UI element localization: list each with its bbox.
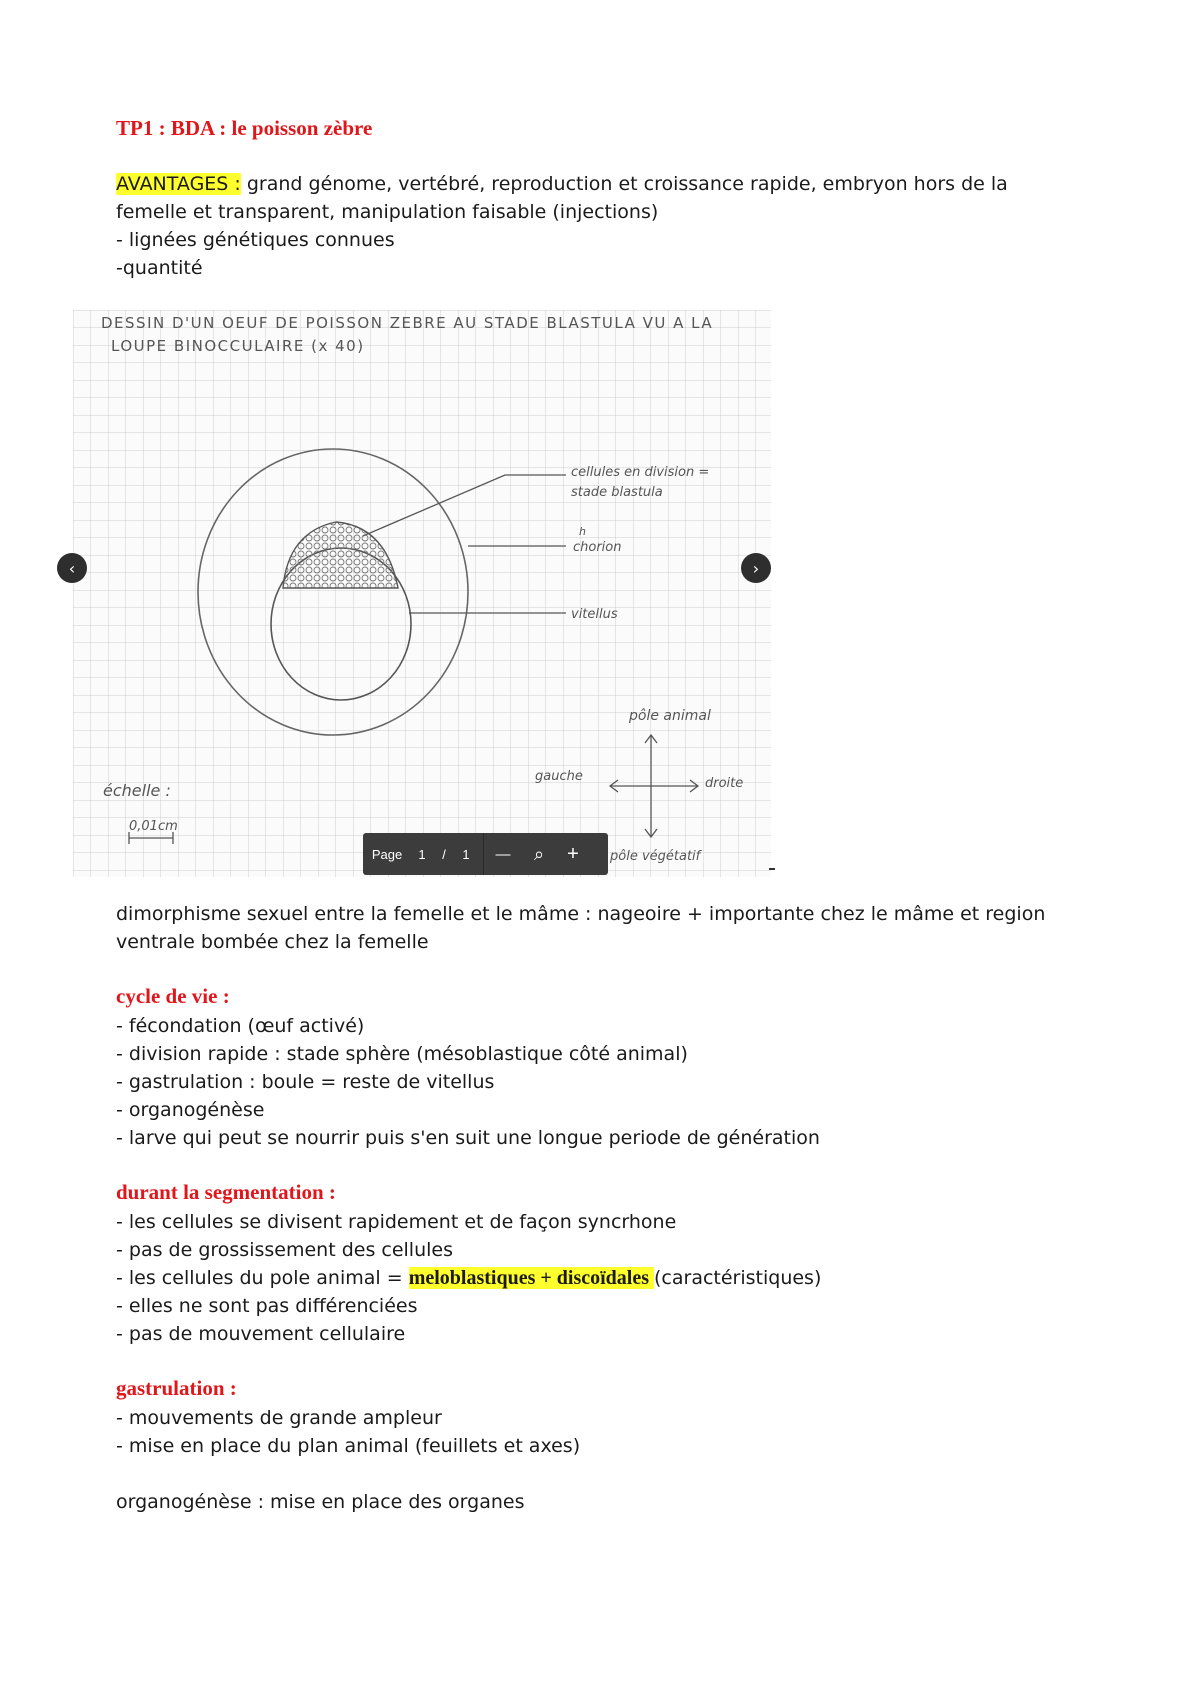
- zoom-search-icon[interactable]: ⌕: [533, 843, 545, 864]
- label-cells-line-1: cellules en division =: [571, 465, 710, 480]
- scale-label: échelle :: [103, 781, 171, 800]
- segmentation-item: - pas de grossissement des cellules: [116, 1239, 453, 1261]
- advantages-line-4: -quantité: [116, 257, 203, 279]
- gastrulation-heading: gastrulation :: [116, 1376, 237, 1400]
- segmentation-item: - les cellules se divisent rapidement et de façon syncrhone: [116, 1211, 677, 1233]
- advantages-label: AVANTAGES :: [116, 173, 241, 195]
- dimorphism-line-2: ventrale bombée chez la femelle: [116, 931, 429, 953]
- page-label: Page: [371, 846, 403, 862]
- advantages-text: grand génome, vertébré, reproduction et croissance rapide, embryon hors de la: [240, 173, 1008, 195]
- axis-label-right: droite: [705, 776, 744, 791]
- page-title: TP1 : BDA : le poisson zèbre: [116, 116, 373, 140]
- label-cells-line-2: stade blastula: [571, 485, 663, 500]
- segmentation-item3-post: (caractéristiques): [654, 1267, 822, 1289]
- axis-label-left: gauche: [535, 769, 583, 784]
- advantages-line-1: [116, 170, 1008, 198]
- segmentation-item-highlighted: [116, 1264, 821, 1292]
- viewer-toolbar: [363, 833, 608, 875]
- caption-line-2: LOUPE BINOCCULAIRE (x 40): [111, 337, 365, 355]
- advantages-line-2: femelle et transparent, manipulation faisable (injections): [116, 201, 659, 223]
- prev-page-icon[interactable]: ‹: [57, 553, 87, 583]
- segmentation-heading: durant la segmentation :: [116, 1180, 336, 1204]
- grid-background: [73, 310, 771, 877]
- page-separator: /: [442, 846, 446, 862]
- gastrulation-item: - mouvements de grande ampleur: [116, 1407, 442, 1429]
- cycle-item: - organogénèse: [116, 1099, 265, 1121]
- scale-value: 0,01cm: [129, 819, 178, 834]
- page-current-input[interactable]: 1: [418, 846, 426, 862]
- segmentation-item: - pas de mouvement cellulaire: [116, 1323, 406, 1345]
- organogenesis-line: organogénèse : mise en place des organes: [116, 1491, 525, 1513]
- next-page-icon[interactable]: ›: [741, 553, 771, 583]
- dimorphism-line-1: dimorphisme sexuel entre la femelle et le mâme : nageoire + importante chez le mâme et region: [116, 903, 1046, 925]
- caption-line-1: DESSIN D'UN OEUF DE POISSON ZEBRE AU STADE BLASTULA VU A LA: [101, 314, 714, 332]
- label-vitellus: vitellus: [571, 607, 618, 622]
- label-chorion: chorion: [573, 540, 622, 555]
- cycle-item: - fécondation (œuf activé): [116, 1015, 365, 1037]
- advantages-line-3: - lignées génétiques connues: [116, 229, 395, 251]
- drawing-svg: [73, 310, 771, 877]
- page-total: 1: [462, 846, 470, 862]
- segmentation-item: - elles ne sont pas différenciées: [116, 1295, 418, 1317]
- cycle-item: - gastrulation : boule = reste de vitellus: [116, 1071, 495, 1093]
- cycle-item: - division rapide : stade sphère (mésoblastique côté animal): [116, 1043, 688, 1065]
- label-chorion-h: h: [579, 525, 586, 538]
- highlighted-term: meloblastiques + discoïdales: [408, 1267, 654, 1289]
- embryo-drawing: [68, 310, 771, 877]
- segmentation-item3-pre: - les cellules du pole animal =: [116, 1267, 409, 1289]
- cycle-heading: cycle de vie :: [116, 984, 230, 1008]
- figure-tail-mark: [769, 868, 775, 870]
- gastrulation-item: - mise en place du plan animal (feuillets et axes): [116, 1435, 581, 1457]
- axis-label-bottom: pôle végétatif: [610, 849, 701, 864]
- cycle-item: - larve qui peut se nourrir puis s'en suit une longue periode de génération: [116, 1127, 820, 1149]
- axis-label-top: pôle animal: [629, 708, 711, 724]
- zoom-in-button[interactable]: +: [567, 842, 579, 865]
- zoom-out-button[interactable]: —: [495, 845, 511, 863]
